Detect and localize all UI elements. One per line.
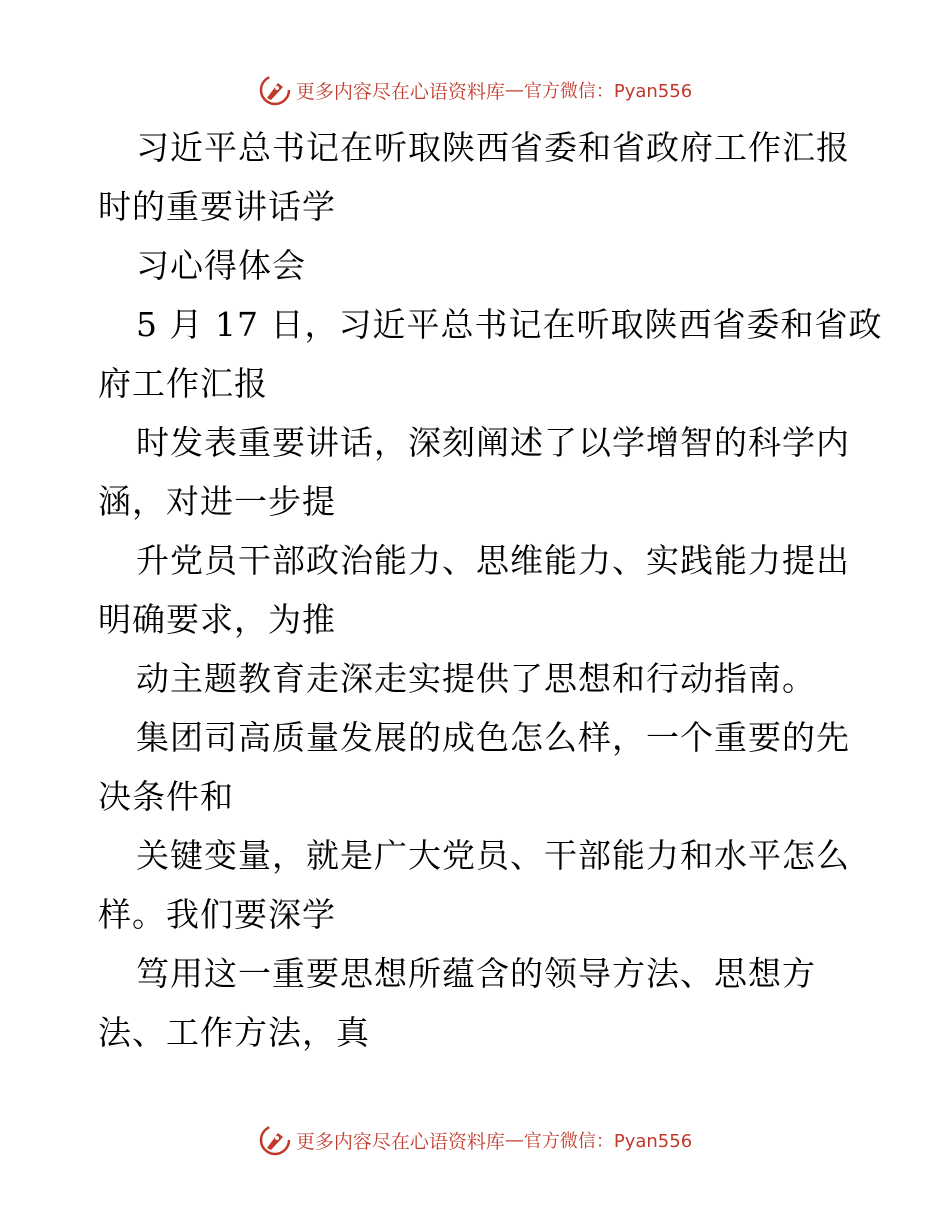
- footer-watermark: [0, 1120, 950, 1160]
- document-body: [98, 118, 883, 1062]
- text-line: 5 月 17 日，习近平总书记在听取陕西省委和省政: [136, 305, 883, 344]
- text-line: 习心得体会: [136, 246, 306, 285]
- watermark-wechat-text: 官方微信：Pyan556: [523, 1131, 693, 1152]
- header-watermark: [0, 70, 950, 110]
- text-line: 笃用这一重要思想所蕴含的领导方法、思想方: [136, 954, 816, 993]
- watermark-promo-text: 更多内容尽在心语资料库: [295, 80, 505, 103]
- text-line: 关键变量，就是广大党员、干部能力和水平怎么: [136, 836, 850, 875]
- watermark-separator: —: [504, 79, 524, 101]
- text-line: 时发表重要讲话，深刻阐述了以学增智的科学内: [136, 423, 850, 462]
- text-line: 集团司高质量发展的成色怎么样，一个重要的先: [136, 718, 850, 757]
- text-line: 决条件和: [98, 777, 234, 816]
- pen-nib-logo-icon: [258, 1123, 292, 1157]
- text-line: 法、工作方法，真: [98, 1013, 370, 1052]
- text-line: 府工作汇报: [98, 364, 268, 403]
- text-line: 时的重要讲话学: [98, 187, 336, 226]
- text-line: 样。我们要深学: [98, 895, 336, 934]
- watermark-promo-text: 更多内容尽在心语资料库: [295, 1130, 505, 1153]
- text-line: 升党员干部政治能力、思维能力、实践能力提出: [136, 541, 850, 580]
- watermark-separator: —: [504, 1129, 524, 1151]
- watermark-wechat-text: 官方微信：Pyan556: [523, 81, 693, 102]
- text-line: 动主题教育走深走实提供了思想和行动指南。: [136, 659, 816, 698]
- text-line: 明确要求，为推: [98, 600, 336, 639]
- pen-nib-logo-icon: [258, 73, 292, 107]
- text-line: 习近平总书记在听取陕西省委和省政府工作汇报: [136, 128, 850, 167]
- text-line: 涵，对进一步提: [98, 482, 336, 521]
